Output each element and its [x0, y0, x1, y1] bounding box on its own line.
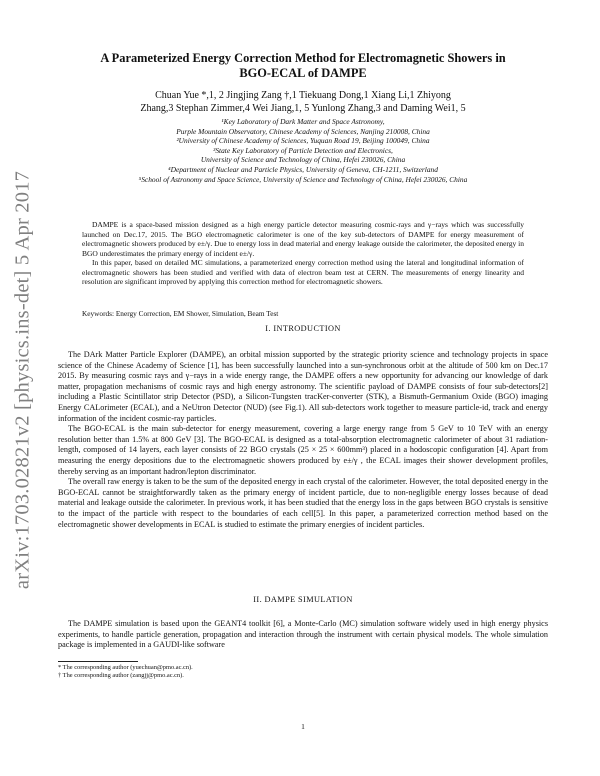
- affiliation-line: Purple Mountain Observatory, Chinese Academy of Sciences, Nanjing 210008, China: [176, 126, 430, 136]
- arxiv-stamp: [10, 165, 36, 595]
- arxiv-stamp-text: arXiv:1703.02821v2 [physics.ins-det] 5 Apr 2017: [11, 170, 34, 590]
- affiliation-line: ²University of Chinese Academy of Sciences, Yuquan Road 19, Beijing 100049, China: [176, 136, 430, 146]
- affiliation-line: University of Science and Technology of China, Hefei 230026, China: [200, 155, 406, 165]
- author-list: [58, 89, 548, 115]
- simulation-body: [58, 619, 548, 651]
- section-heading-introduction: I. INTRODUCTION: [265, 324, 341, 333]
- abstract-paragraph: DAMPE is a space-based mission designed as a high energy particle detector measuring cosmic-rays and γ−rays which was successfully launched on Dec.17, 2015. The BGO electromagnetic calorimeter is one of the key sub-detectors of DAMPE for energy measurement of electromagnetic showers produced by e±/γ. Due to energy loss in dead material and energy leakage outside the calorimeter, the deposited energy in BGO underestimates the primary energy of incident e±/γ.: [82, 220, 524, 258]
- affiliation-line: ¹Key Laboratory of Dark Matter and Space Astronomy,: [221, 117, 385, 126]
- body-paragraph: The overall raw energy is taken to be the sum of the deposited energy in each crystal of the calorimeter. However, the total deposited energy in the BGO-ECAL cannot be straightforwardly taken as the primary energy of incident particle, due to non-negligible energy losses because of dead material and leakage outside the calorimeter. In previous work, it has been studied that the energy loss in the gaps between BGO crystals is sensitive to the impact of the particle with respect to the boundaries of each cell[5]. In this paper, a parameterized correction method based on the electromagnetic shower developments in ECAL is studied to estimate the primary energies of incident particles.: [58, 477, 548, 529]
- page-number: 1: [301, 722, 305, 731]
- keywords: Keywords: Energy Correction, EM Shower, Simulation, Beam Test: [82, 309, 279, 318]
- body-paragraph: The DAMPE simulation is based upon the GEANT4 toolkit [6], a Monte-Carlo (MC) simulation software widely used in high energy physics experiments, to handle particle generation, propagation and interaction through the instrument with certain physical models. The whole simulation package is implemented in a GAUDI-like software: [58, 619, 548, 650]
- footnote-divider: [58, 661, 138, 662]
- footnote: * The corresponding author (yuechuan@pmo.ac.cn).: [58, 664, 193, 671]
- paper-title: [58, 51, 548, 81]
- affiliations: [58, 117, 548, 184]
- section-heading-simulation: II. DAMPE SIMULATION: [253, 595, 353, 604]
- authors-line-1: Chuan Yue *,1, 2 Jingjing Zang †,1 Tiekuang Dong,1 Xiang Li,1 Zhiyong: [155, 90, 451, 101]
- title-line-2: BGO-ECAL of DAMPE: [239, 66, 367, 80]
- body-paragraph: The DArk Matter Particle Explorer (DAMPE), an orbital mission supported by the strategic priority science and technology projects in space science of the Chinese Academy of Science [1], has been successfully launched into a sun-synchronous orbit at the altitude of 500 km on Dec.17 2015. By measuring cosmic rays and γ−rays in a wide energy range, the DAMPE offers a new opportunity for advancing our knowledge of dark matter, propagation mechanisms of cosmic rays and high energy astronomy. The scientific payload of DAMPE consists of four sub-detectors[2] including a Plastic Scintillator strip Detector (PSD), a Silicon-Tungsten tracKer-converter (STK), a Bismuth-Germanium Oxide (BGO) imaging Energy CALorimeter (ECAL), and a NeUtron Detector (NUD) (see Fig.1). All sub-detectors work together to measure particle-id, track and energy information of the incident cosmic-ray particles.: [58, 350, 548, 423]
- affiliation-line: ³State Key Laboratory of Particle Detection and Electronics,: [213, 145, 393, 155]
- body-paragraph: The BGO-ECAL is the main sub-detector for energy measurement, covering a large energy range from 5 GeV to 10 TeV with an energy resolution better than 1.5% at 800 GeV [3]. The BGO-ECAL is designed as a total-absorption electromagnetic calorimeter of about 31 radiation-length, composed of 14 layers, each layer consists of 22 BGO crystals (25 × 25 × 600mm³) placed in a hodoscopic configuration [4]. Apart from measuring the energy depositions due to the electromagnetic showers produced by e±/γ , the ECAL images their shower development profiles, thereby serving as an important hadron/lepton discriminator.: [58, 424, 548, 476]
- affiliation-line: ⁴Department of Nuclear and Particle Physics, University of Geneva, CH-1211, Switzerland: [168, 164, 438, 174]
- abstract: [82, 220, 524, 287]
- title-line-1: A Parameterized Energy Correction Method for Electromagnetic Showers in: [100, 51, 506, 65]
- footnotes: [58, 664, 548, 681]
- footnote: † The corresponding author (zangjj@pmo.ac.cn).: [58, 672, 184, 680]
- affiliation-line: ⁵School of Astronomy and Space Science, University of Science and Technology of China, Hefei 230026, China: [138, 174, 468, 184]
- introduction-body: [58, 350, 548, 530]
- abstract-paragraph: In this paper, based on detailed MC simulations, a parameterized energy correction method using the lateral and longitudinal information of electromagnetic showers has been studied and verified with data of electron beam test at CERN. The measurements of energy linearity and resolution are significant improved by applying this correction method for electromagnetic showers.: [82, 258, 524, 287]
- authors-line-2: Zhang,3 Stephan Zimmer,4 Wei Jiang,1, 5 Yunlong Zhang,3 and Daming Wei1, 5: [140, 103, 466, 114]
